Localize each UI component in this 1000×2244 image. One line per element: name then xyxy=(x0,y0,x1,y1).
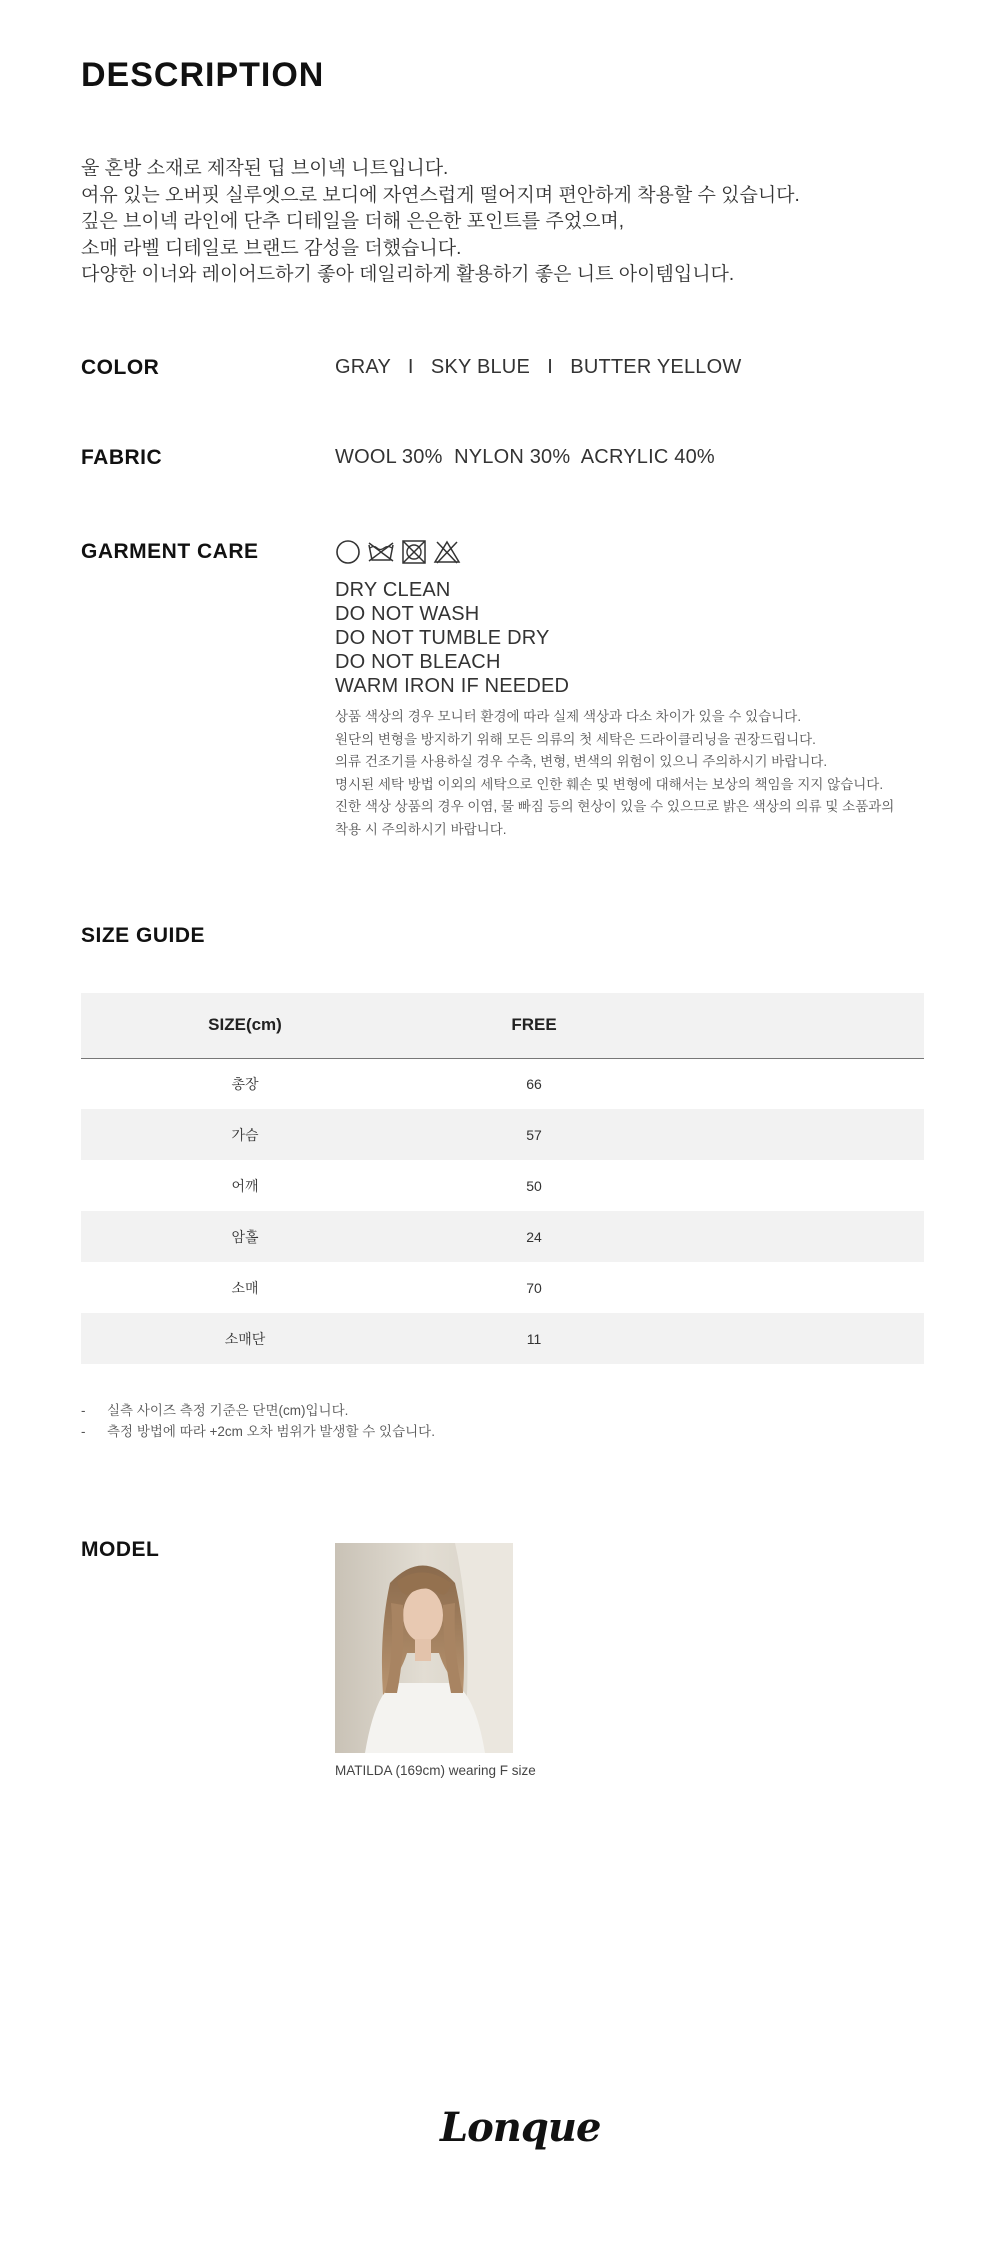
care-notes xyxy=(335,706,935,841)
table-row xyxy=(81,1160,924,1211)
do-not-bleach-icon xyxy=(433,539,461,565)
size-guide-title: SIZE GUIDE xyxy=(81,924,206,947)
care-icons xyxy=(335,539,461,565)
size-value: 70 xyxy=(526,1279,542,1296)
care-instruction: DO NOT TUMBLE DRY xyxy=(335,627,550,649)
size-table-header xyxy=(81,993,924,1058)
fabric-value: WOOL 30% NYLON 30% ACRYLIC 40% xyxy=(335,446,715,468)
model-caption: MATILDA (169cm) wearing F size xyxy=(335,1763,536,1778)
size-measure: 가슴 xyxy=(81,1109,409,1160)
section-title-description: DESCRIPTION xyxy=(81,56,325,94)
brand-logo: Lonque xyxy=(440,2104,601,2151)
size-header-free: FREE xyxy=(409,993,659,1058)
size-header-label: SIZE(cm) xyxy=(81,993,409,1058)
model-photo xyxy=(335,1543,513,1753)
do-not-wash-icon xyxy=(367,539,395,565)
size-measure: 어깨 xyxy=(231,1177,259,1194)
care-instructions xyxy=(335,578,569,698)
description-line: 울 혼방 소재로 제작된 딥 브이넥 니트입니다. xyxy=(81,158,449,179)
table-row xyxy=(81,1211,924,1262)
size-header-empty xyxy=(659,993,924,1058)
care-note: 진한 색상 상품의 경우 이염, 물 빠짐 등의 현상이 있을 수 있으므로 밝은 색상의 의류 및 소품과의 xyxy=(335,799,895,814)
description-line: 소매 라벨 디테일로 브랜드 감성을 더했습니다. xyxy=(81,237,462,259)
care-instruction: DO NOT BLEACH xyxy=(335,651,501,673)
size-footnote: - 측정 방법에 따라 +2cm 오차 범위가 발생할 수 있습니다. xyxy=(81,1424,435,1439)
care-note: 상품 색상의 경우 모니터 환경에 따라 실제 색상과 다소 차이가 있을 수 있습니다. xyxy=(335,709,802,724)
size-value: 50 xyxy=(526,1177,542,1194)
care-instruction: DO NOT WASH xyxy=(335,603,480,625)
do-not-tumble-dry-icon xyxy=(401,539,427,565)
size-footnotes xyxy=(81,1400,435,1442)
care-note: 원단의 변형을 방지하기 위해 모든 의류의 첫 세탁은 드라이클리닝을 권장드립니다. xyxy=(335,731,816,747)
size-measure: 소매 xyxy=(231,1279,259,1296)
care-note: 착용 시 주의하시기 바랍니다. xyxy=(335,821,507,837)
care-instruction: WARM IRON IF NEEDED xyxy=(335,675,570,697)
size-measure: 소매단 xyxy=(81,1313,409,1364)
size-measure: 암홀 xyxy=(81,1211,409,1262)
size-measure: 총장 xyxy=(231,1075,259,1092)
size-value: 24 xyxy=(409,1211,659,1262)
description-line: 다양한 이너와 레이어드하기 좋아 데일리하게 활용하기 좋은 니트 아이템입니다. xyxy=(81,264,735,285)
care-note: 의류 건조기를 사용하실 경우 수축, 변형, 변색의 위험이 있으니 주의하시기 바랍니다. xyxy=(335,754,828,769)
description-text xyxy=(81,156,941,289)
table-row xyxy=(81,1313,924,1364)
color-label: COLOR xyxy=(81,356,160,379)
table-row xyxy=(81,1058,924,1109)
size-footnote: - 실측 사이즈 측정 기준은 단면(cm)입니다. xyxy=(81,1403,349,1418)
care-note: 명시된 세탁 방법 이외의 세탁으로 인한 훼손 및 변형에 대해서는 보상의 책임을 지지 않습니다. xyxy=(335,776,884,792)
color-value: GRAY I SKY BLUE I BUTTER YELLOW xyxy=(335,356,742,378)
size-value: 11 xyxy=(409,1313,659,1364)
size-value: 57 xyxy=(409,1109,659,1160)
fabric-label: FABRIC xyxy=(81,446,163,469)
table-row xyxy=(81,1109,924,1160)
size-value: 66 xyxy=(526,1075,542,1092)
garment-care-label: GARMENT CARE xyxy=(81,540,259,563)
size-table xyxy=(81,993,924,1364)
description-line: 깊은 브이넥 라인에 단추 디테일을 더해 은은한 포인트를 주었으며, xyxy=(81,211,625,232)
model-label: MODEL xyxy=(81,1538,160,1561)
description-line: 여유 있는 오버핏 실루엣으로 보디에 자연스럽게 떨어지며 편안하게 착용할 수 있습니다. xyxy=(81,184,800,206)
dry-clean-icon xyxy=(335,539,361,565)
care-instruction: DRY CLEAN xyxy=(335,579,451,601)
table-row xyxy=(81,1262,924,1313)
